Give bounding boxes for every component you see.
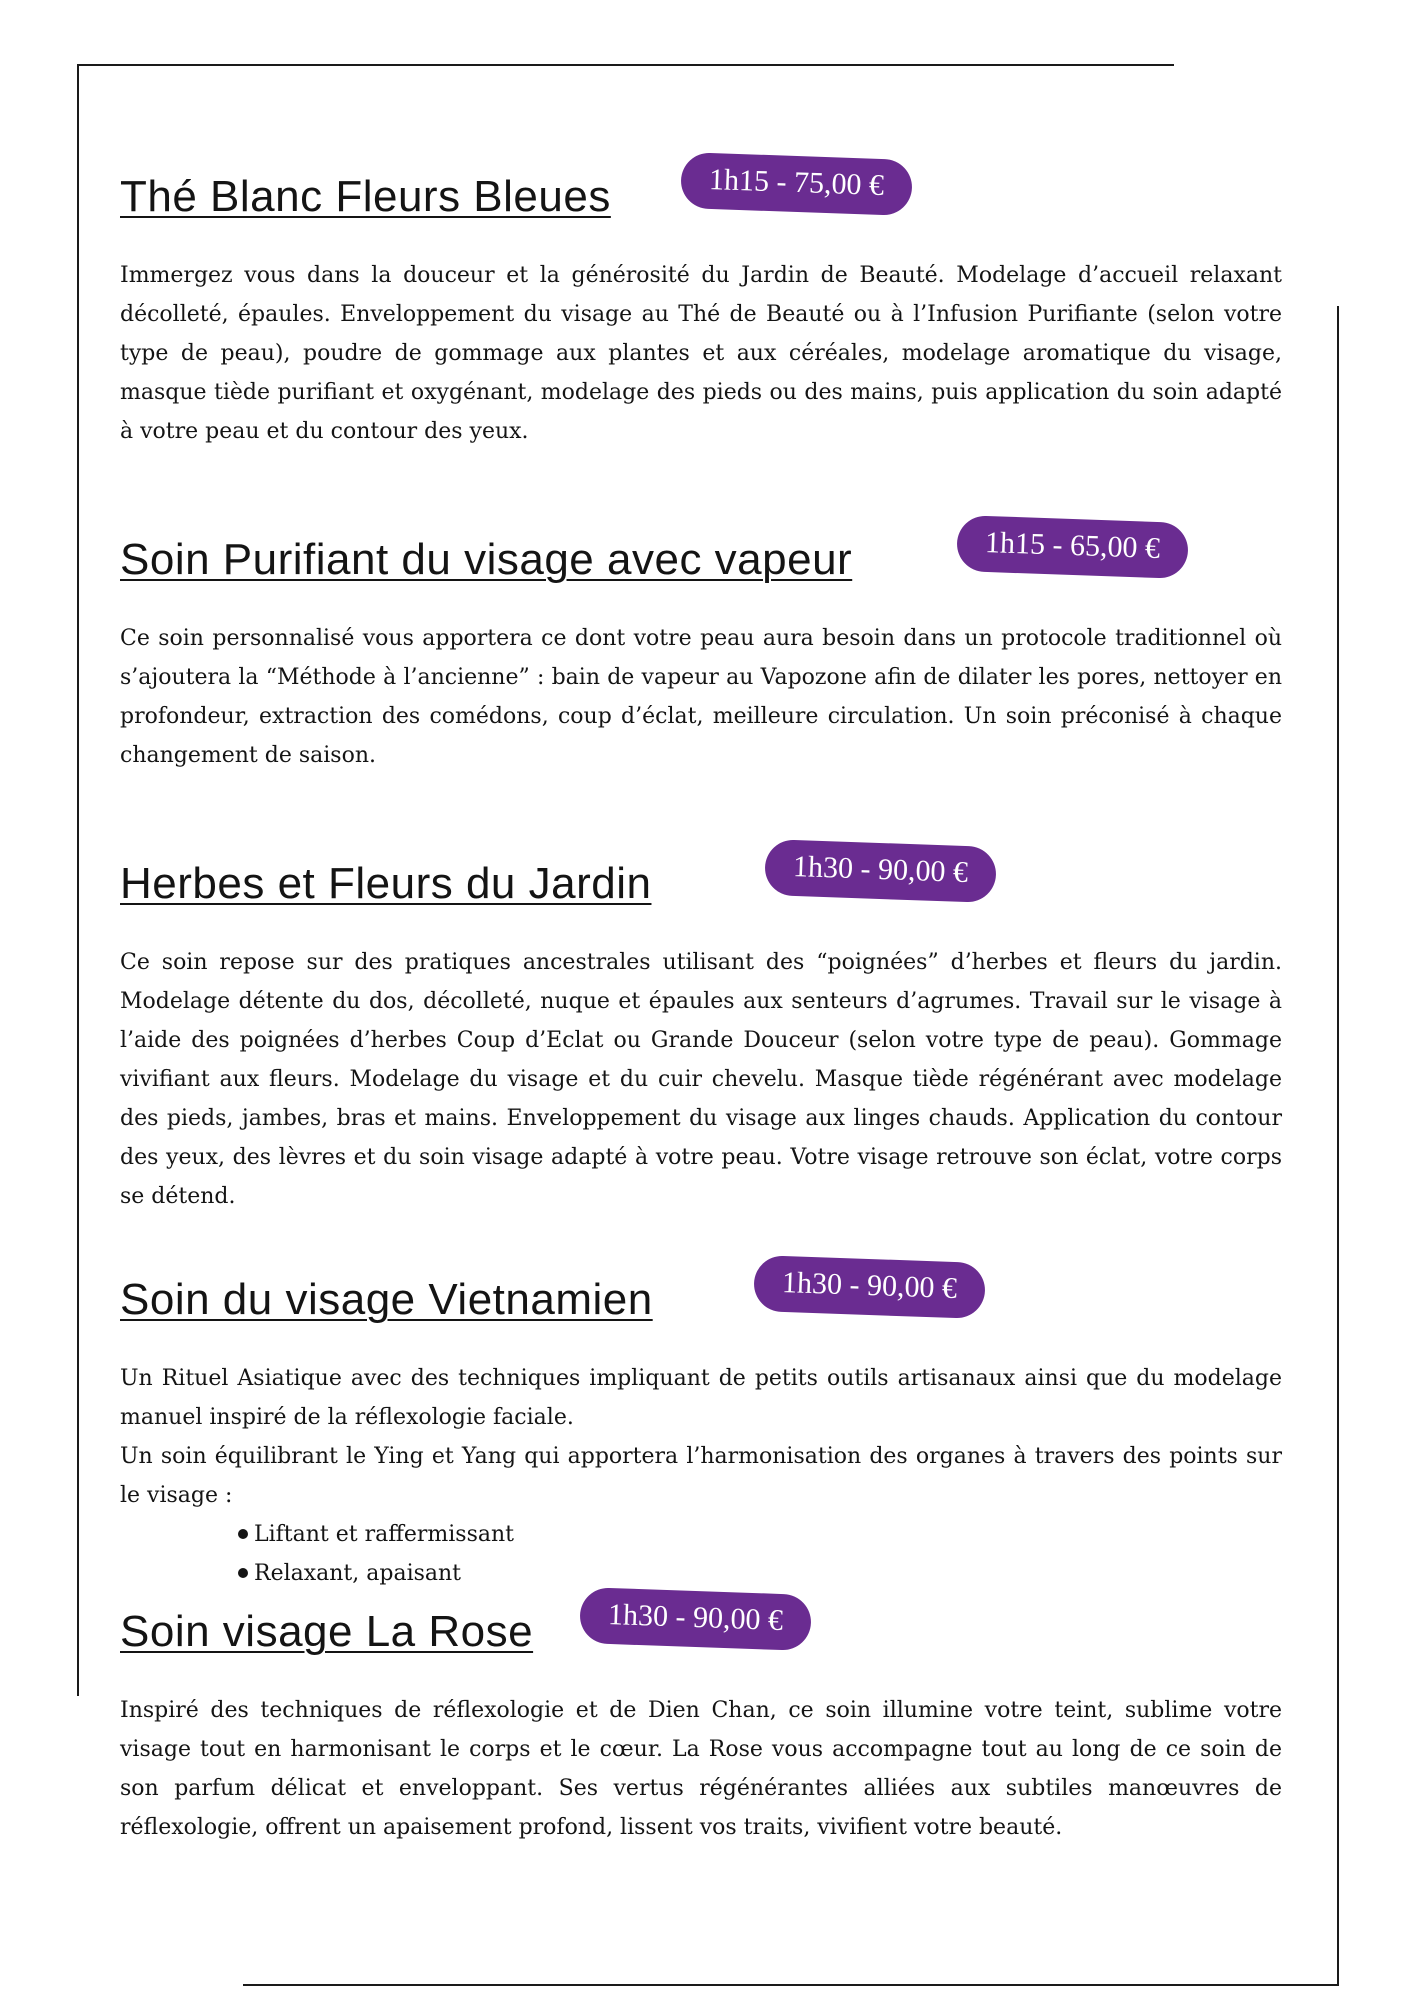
treatment-soin-purifiant xyxy=(120,515,1282,775)
treatment-header xyxy=(120,839,1282,919)
frame-bottom-line xyxy=(243,1984,1339,1986)
treatment-the-blanc xyxy=(120,152,1282,451)
price-badge: 1h15 - 65,00 € xyxy=(956,515,1189,579)
treatment-description: Ce soin personnalisé vous apportera ce dont votre peau aura besoin dans un protocole traditionnel où s’ajoutera la “Méthode à l’ancienne” : bain de vapeur au Vapozone afin de dilater les pores, nettoyer en profondeur, extraction des comédons, coup d’éclat, meilleure circulation. Un soin préconisé à chaque changement de saison. xyxy=(120,626,1282,768)
treatment-header xyxy=(120,1587,1282,1667)
bullet-text: Relaxant, apaisant xyxy=(254,1561,462,1586)
bullet-icon xyxy=(238,1529,248,1539)
treatment-title: Soin Purifiant du visage avec vapeur xyxy=(120,535,853,584)
frame-right-line xyxy=(1337,306,1339,1986)
price-badge: 1h15 - 75,00 € xyxy=(680,152,913,216)
treatment-description-2: Un soin équilibrant le Ying et Yang qui apportera l’harmonisation des organes à travers des points sur le visage : xyxy=(120,1444,1282,1508)
treatment-title: Thé Blanc Fleurs Bleues xyxy=(120,172,611,221)
treatment-description: Inspiré des techniques de réflexologie et de Dien Chan, ce soin illumine votre teint, sublime votre visage tout en harmonisant le corps et le cœur. La Rose vous accompagne tout au long de ce soin de son parfum délicat et enveloppant. Ses vertus régénérantes alliées aux subtiles manœuvres de réflexologie, offrent un apaisement profond, lissent vos traits, vivifient votre beauté. xyxy=(120,1698,1282,1840)
treatment-herbes-fleurs xyxy=(120,839,1282,1216)
treatment-la-rose xyxy=(120,1587,1282,1847)
treatment-title: Soin visage La Rose xyxy=(120,1607,534,1656)
price-badge: 1h30 - 90,00 € xyxy=(764,839,997,903)
benefits-list xyxy=(120,1515,1282,1593)
treatment-title: Soin du visage Vietnamien xyxy=(120,1275,653,1324)
treatment-title: Herbes et Fleurs du Jardin xyxy=(120,859,652,908)
treatment-description: Ce soin repose sur des pratiques ancestrales utilisant des “poignées” d’herbes et fleurs du jardin. Modelage détente du dos, décolleté, nuque et épaules aux senteurs d’agrumes. Travail sur le visage à l’aide des poignées d’herbes Coup d’Eclat ou Grande Douceur (selon votre type de peau). Gommage vivifiant aux fleurs. Modelage du visage et du cuir chevelu. Masque tiède régénérant avec modelage des pieds, jambes, bras et mains. Enveloppement du visage aux linges chauds. Application du contour des yeux, des lèvres et du soin visage adapté à votre peau. Votre visage retrouve son éclat, votre corps se détend. xyxy=(120,950,1282,1209)
treatment-description: Un Rituel Asiatique avec des techniques impliquant de petits outils artisanaux ainsi que du modelage manuel inspiré de la réflexologie faciale. xyxy=(120,1366,1282,1430)
price-badge: 1h30 - 90,00 € xyxy=(579,1587,812,1651)
treatment-header xyxy=(120,1255,1282,1335)
treatment-vietnamien xyxy=(120,1255,1282,1593)
price-badge: 1h30 - 90,00 € xyxy=(753,1255,986,1319)
bullet-icon xyxy=(238,1568,248,1578)
bullet-text: Liftant et raffermissant xyxy=(254,1522,515,1547)
treatment-header xyxy=(120,152,1282,232)
list-item xyxy=(120,1515,1282,1554)
frame-top-line xyxy=(77,64,1174,66)
treatment-description: Immergez vous dans la douceur et la générosité du Jardin de Beauté. Modelage d’accueil relaxant décolleté, épaules. Enveloppement du visage au Thé de Beauté ou à l’Infusion Purifiante (selon votre type de peau), poudre de gommage aux plantes et aux céréales, modelage aromatique du visage, masque tiède purifiant et oxygénant, modelage des pieds ou des mains, puis application du soin adapté à votre peau et du contour des yeux. xyxy=(120,263,1282,444)
frame-left-line xyxy=(77,64,79,1696)
treatment-header xyxy=(120,515,1282,595)
